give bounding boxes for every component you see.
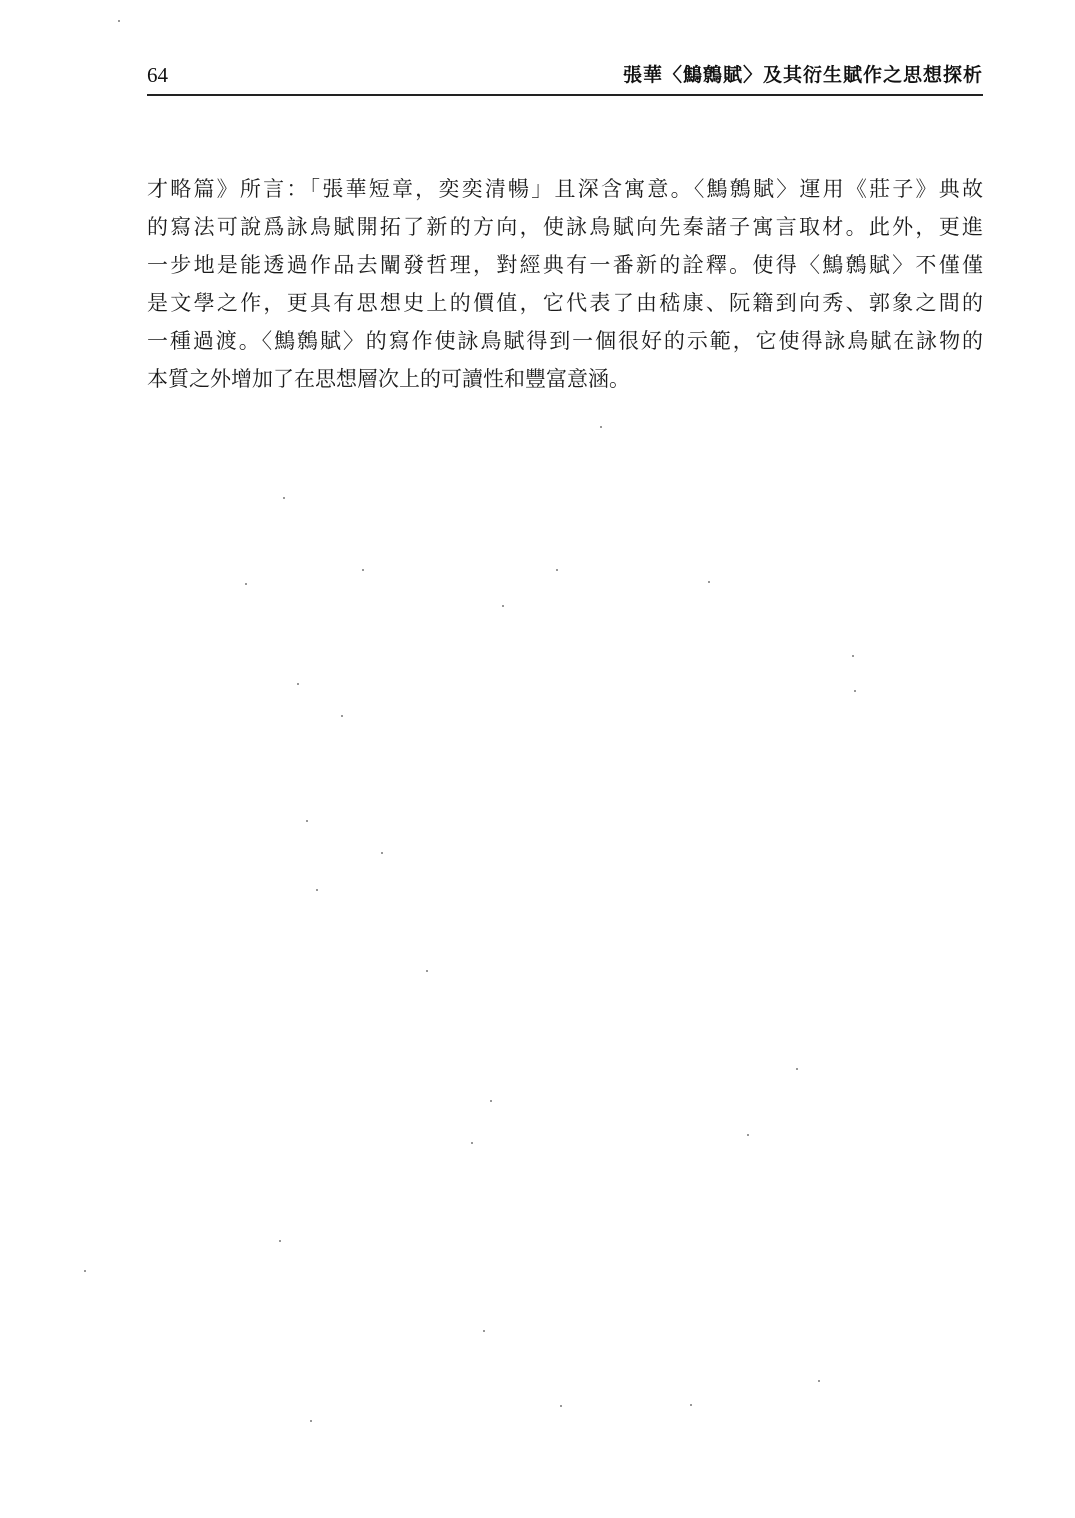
scan-speck [279,1240,281,1242]
scan-speck [306,820,308,822]
scan-speck [796,1068,798,1070]
scan-speck [818,1380,820,1382]
scan-speck [600,426,602,428]
scan-speck [471,1142,473,1144]
running-title: 張華〈鷦鷯賦〉及其衍生賦作之思想探析 [622,64,983,86]
scan-speck [310,1420,312,1422]
scan-speck [560,1405,562,1407]
scan-speck [854,690,856,692]
scan-speck [852,655,854,657]
scan-speck [341,715,343,717]
scan-speck [502,605,504,607]
scan-speck [118,20,120,22]
body-paragraph [147,170,983,398]
text-line: 的寫法可說爲詠鳥賦開拓了新的方向，使詠鳥賦向先秦諸子寓言取材。此外，更進 [147,215,983,239]
scan-speck [283,497,285,499]
scan-speck [556,569,558,571]
text-line: 一步地是能透過作品去闡發哲理，對經典有一番新的詮釋。使得〈鷦鷯賦〉不僅僅 [147,253,983,277]
scan-speck [483,1330,485,1332]
scan-speck [362,569,364,571]
scan-speck [426,970,428,972]
page-number: 64 [147,63,168,87]
scan-speck [708,581,710,583]
scan-speck [245,583,247,585]
scan-speck [316,889,318,891]
scan-speck [297,683,299,685]
text-line: 本質之外增加了在思想層次上的可讀性和豐富意涵。 [147,367,630,391]
text-line: 一種過渡。〈鷦鷯賦〉的寫作使詠鳥賦得到一個很好的示範，它使得詠鳥賦在詠物的 [147,329,983,353]
scan-speck [747,1134,749,1136]
scan-speck [490,1100,492,1102]
scan-speck [381,852,383,854]
scan-speck [84,1270,86,1272]
text-line: 才略篇》所言：「張華短章，奕奕清暢」且深含寓意。〈鷦鷯賦〉運用《莊子》典故 [147,177,983,201]
page-header [147,62,983,96]
scan-speck [690,1404,692,1406]
text-line: 是文學之作，更具有思想史上的價值，它代表了由嵇康、阮籍到向秀、郭象之間的 [147,291,983,315]
